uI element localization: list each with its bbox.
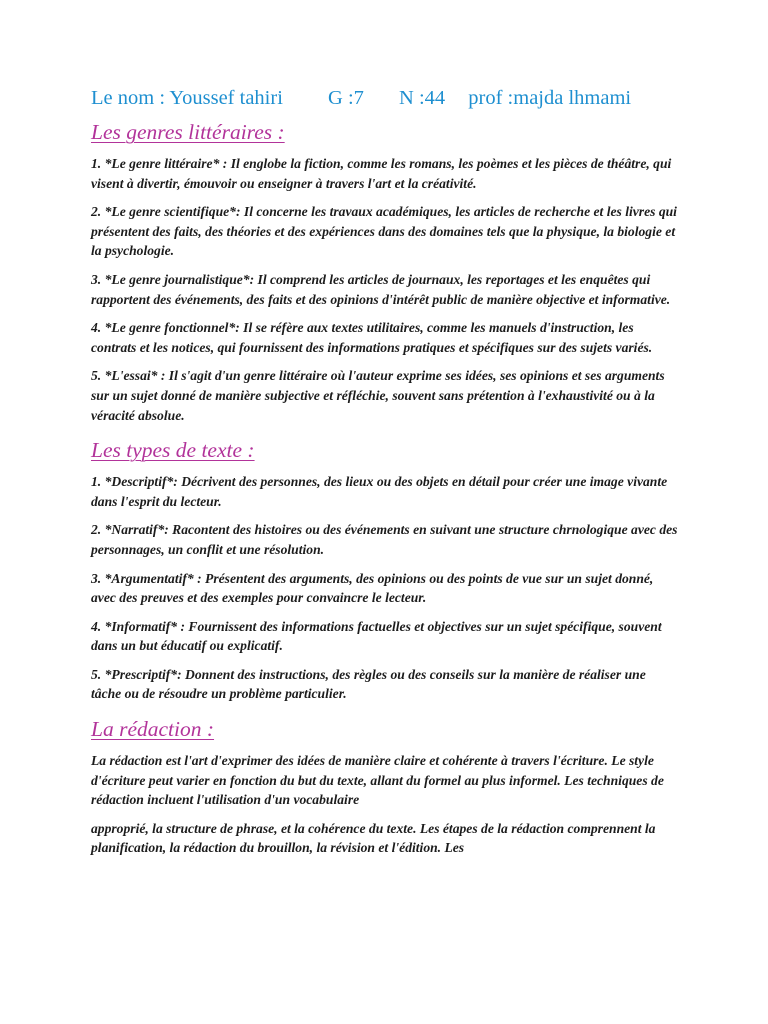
section-literary-genres: [91, 118, 678, 425]
paragraph: 4. *Le genre fonctionnel*: Il se réfère aux textes utilitaires, comme les manuels d'instruction, les contrats et les notices, qui fournissent des informations pratiques et spécifiques sur des sujets variés.: [91, 320, 653, 355]
teacher-name: prof :majda lhmami: [468, 87, 632, 109]
section-title: Les genres littéraires :: [91, 120, 285, 144]
section-title: La rédaction :: [91, 717, 215, 742]
paragraph: 4. *Informatif* : Fournissent des informations factuelles et objectives sur un sujet spécifique, souvent dans un but éducatif ou explicatif.: [91, 618, 662, 654]
paragraph: 3. *Argumentatif* : Présentent des arguments, des opinions ou des points de vue sur un sujet donné, avec des preuves et des exemples pour convaincre le lecteur.: [91, 570, 654, 606]
paragraph: La rédaction est l'art d'exprimer des idées de manière claire et cohérente à travers l'écriture. Le style d'écriture peut varier en fonction du but du texte, allant du formel au plus informel. Les techniques de rédaction incluent l'utilisation d'un vocabulaire: [91, 753, 664, 808]
section-text-types: [91, 436, 678, 704]
paragraph: 5. *L'essai* : Il s'agit d'un genre littéraire où l'auteur exprime ses idées, ses opinions et ses arguments sur un sujet donné de manière subjective et réfléchie, souvent sans prétention à l'exhaustivité ou à la véracité absolue.: [91, 368, 665, 423]
paragraph: 1. *Descriptif*: Décrivent des personnes, des lieux ou des objets en détail pour créer une image vivante dans l'esprit du lecteur.: [91, 474, 668, 509]
student-name: Le nom : Youssef tahiri: [91, 87, 283, 109]
section-writing: [91, 715, 678, 858]
paragraph: 2. *Le genre scientifique*: Il concerne les travaux académiques, les articles de recherche et les livres qui présentent des faits, des théories et des expériences dans des domaines tels que la physique, la biologie et la psychologie.: [91, 204, 677, 259]
student-info-line: [91, 84, 678, 112]
paragraph: 2. *Narratif*: Racontent des histoires ou des événements en suivant une structure chrnologique avec des personnages, un conflit et une résolution.: [91, 522, 678, 557]
paragraph: 5. *Prescriptif*: Donnent des instructions, des règles ou des conseils sur la manière de réaliser une tâche ou de résoudre un problème particulier.: [91, 666, 646, 702]
paragraph: approprié, la structure de phrase, et la cohérence du texte. Les étapes de la rédaction comprennent la planification, la rédaction du brouillon, la révision et l'édition. Les: [91, 820, 656, 856]
paragraph: 3. *Le genre journalistique*: Il comprend les articles de journaux, les reportages et les enquêtes qui rapportent des événements, des faits et des opinions d'intérêt public de manière objective et informative.: [91, 271, 671, 307]
paragraph: 1. *Le genre littéraire* : Il englobe la fiction, comme les romans, les poèmes et les pièces de théâtre, qui visent à divertir, émouvoir ou enseigner à travers l'art et la créativité.: [91, 156, 672, 191]
student-number: N :44: [399, 87, 446, 109]
student-group: G :7: [328, 87, 364, 109]
section-title: Les types de texte :: [91, 438, 255, 463]
